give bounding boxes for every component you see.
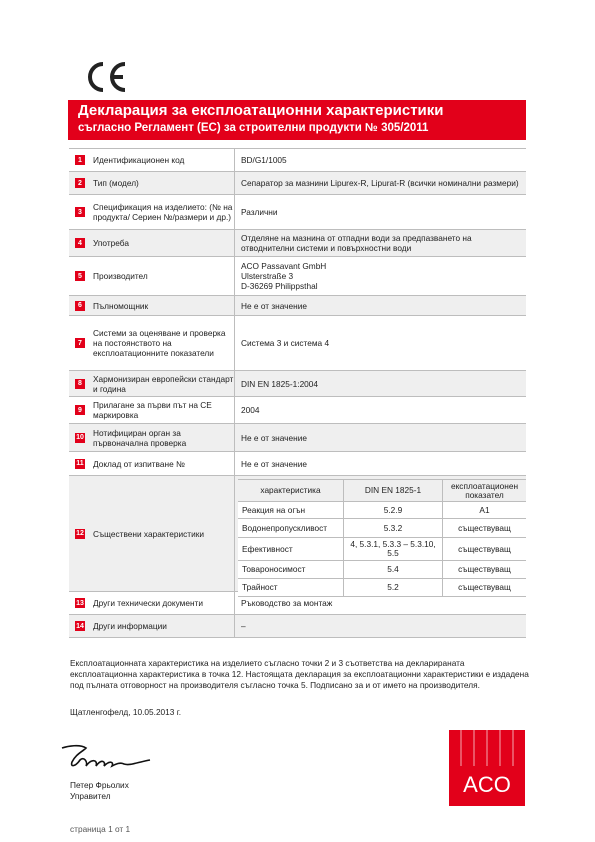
row-value: Система 3 и система 4 <box>241 338 330 348</box>
row-label-cell <box>69 257 235 295</box>
row-label: Пълномощник <box>93 300 149 311</box>
row-label-cell <box>69 424 235 451</box>
row-value: DIN EN 1825-1:2004 <box>241 378 319 389</box>
row-value: Не е от значение <box>241 458 307 469</box>
row-number-badge: 4 <box>75 238 85 248</box>
row-number-badge: 14 <box>76 622 84 630</box>
characteristic-reference: 5.4 <box>344 561 443 578</box>
row-number-badge: 10 <box>76 434 84 441</box>
characteristic-name: Ефективност <box>238 538 344 560</box>
table-row <box>69 149 526 172</box>
signer-name: Петер Фрьолих <box>70 780 129 790</box>
characteristic-performance: съществуващ <box>458 582 511 592</box>
table-row <box>69 424 526 452</box>
row-label-cell <box>69 172 235 194</box>
row-number-badge: 11 <box>76 460 84 467</box>
characteristic-reference: 5.2.9 <box>344 502 443 518</box>
row-label: Употреба <box>93 238 129 248</box>
page-subtitle: съгласно Регламент (ЕС) за строителни продукти № 305/2011 <box>78 122 429 134</box>
characteristic-name: Трайност <box>238 579 344 596</box>
row-number-badge: 3 <box>75 207 85 217</box>
table-row <box>69 452 526 476</box>
characteristic-performance: съществуващ <box>458 522 511 533</box>
row-label-cell <box>69 397 235 423</box>
handwritten-signature <box>58 740 158 780</box>
table-row <box>69 592 526 615</box>
row-label-cell <box>69 452 235 475</box>
row-value: 2004 <box>241 405 260 415</box>
row-label: Спецификация на изделието: (№ на продукта/ Сериен №/размери и др.) <box>93 202 233 222</box>
table-row <box>69 371 526 397</box>
row-label-cell <box>69 195 235 229</box>
address-line: D-36269 Philippsthal <box>241 281 318 291</box>
row-label: Съществени характеристики <box>93 528 204 539</box>
signer-role: Управител <box>70 791 111 801</box>
row-label: Производител <box>93 271 148 281</box>
characteristic-performance: съществуващ <box>458 564 511 574</box>
characteristic-name: Товароносимост <box>238 561 344 578</box>
characteristic-row <box>238 519 526 538</box>
aco-logo <box>449 730 525 806</box>
row-label: Прилагане за първи път на CE маркировка <box>93 400 212 420</box>
table-row <box>69 172 526 195</box>
page-title: Декларация за експлоатационни характеристики <box>78 102 444 119</box>
row-label: Идентификационен код <box>93 155 185 165</box>
characteristic-name: Водонепропускливост <box>238 519 344 537</box>
address-line: Ulsterstraße 3 <box>241 271 294 281</box>
row-number-badge: 13 <box>76 599 84 607</box>
row-value: – <box>241 621 246 631</box>
signature-date: Щатленгофелд, 10.05.2013 г. <box>70 707 182 717</box>
characteristic-reference: 5.2 <box>344 579 443 596</box>
row-label-cell <box>69 615 235 637</box>
row-value: Не е от значение <box>241 300 307 311</box>
table-row <box>69 615 526 638</box>
row-value: Не е от значение <box>241 432 307 443</box>
row-number-badge: 5 <box>75 271 85 281</box>
column-header: характеристика <box>238 480 344 501</box>
characteristic-performance: съществуващ <box>458 543 511 554</box>
row-number-badge: 7 <box>75 338 85 348</box>
row-number-badge: 8 <box>75 379 85 389</box>
row-number-badge: 2 <box>75 178 85 188</box>
row-number-badge: 6 <box>75 301 85 311</box>
address-line: ACO Passavant GmbH <box>241 261 327 271</box>
row-label-cell <box>69 592 235 614</box>
row-label-cell <box>69 476 235 591</box>
page-number: страница 1 от 1 <box>70 824 131 834</box>
row-label: Хармонизиран европейски стандарт и година <box>93 373 234 394</box>
characteristic-row <box>238 538 526 561</box>
row-label: Нотифициран орган за първоначална проверка <box>93 427 187 448</box>
characteristic-row <box>238 502 526 519</box>
table-row <box>69 397 526 424</box>
characteristic-performance: A1 <box>479 504 490 515</box>
row-label-cell <box>69 371 235 396</box>
column-header: експлоатационен показател <box>450 480 519 500</box>
row-number-badge: 9 <box>75 405 85 415</box>
row-number-badge: 12 <box>76 530 84 537</box>
row-label: Тип (модел) <box>93 178 139 188</box>
manufacturer-address <box>235 257 526 295</box>
characteristic-reference: 4, 5.3.1, 5.3.3 – 5.3.10, 5.5 <box>344 538 443 560</box>
row-value: Ръководство за монтаж <box>241 598 333 608</box>
ce-mark-icon <box>83 60 129 94</box>
characteristic-name: Реакция на огън <box>238 502 344 518</box>
row-value: BD/G1/1005 <box>241 155 287 165</box>
row-label-cell <box>69 230 235 256</box>
characteristics-table <box>235 476 526 591</box>
column-header: DIN EN 1825-1 <box>344 480 443 501</box>
row-label: Други технически документи <box>93 598 203 608</box>
row-value: Отделяне на мазнина от отпадни води за предпазването на отводнителни системи и повърхностни води <box>241 233 472 253</box>
row-number-badge: 1 <box>75 155 85 165</box>
row-value: Сепаратор за мазнини Lipurex-R, Lipurat-R (всички номинални размери) <box>241 178 519 188</box>
declaration-statement: Експлоатационната характеристика на изделието съгласно точки 2 и 3 съответства на декларираната експлоатационна характеристика в точка 12. Настоящата декларация за експлоатационни характеристики е издадена под пълната отговорност на производителя съгласно точка 5. Подписано за и от името на производителя. <box>70 658 529 690</box>
row-value: Различни <box>241 207 278 217</box>
table-row <box>69 316 526 371</box>
table-row <box>69 195 526 230</box>
table-row <box>69 230 526 257</box>
table-row <box>69 476 526 592</box>
table-row <box>69 257 526 296</box>
characteristic-reference: 5.3.2 <box>344 519 443 537</box>
row-label-cell <box>69 149 235 171</box>
table-row <box>69 296 526 316</box>
row-label: Други информации <box>93 621 167 631</box>
declaration-table <box>69 148 526 638</box>
characteristic-row <box>238 561 526 579</box>
row-label-cell <box>69 316 235 370</box>
row-label: Доклад от изпитване № <box>93 458 185 469</box>
row-label-cell <box>69 296 235 315</box>
row-label: Системи за оценяване и проверка на постоянството на експлоатационните показатели <box>93 328 226 358</box>
logo-text: ACO <box>463 772 511 797</box>
characteristics-header <box>238 479 526 502</box>
